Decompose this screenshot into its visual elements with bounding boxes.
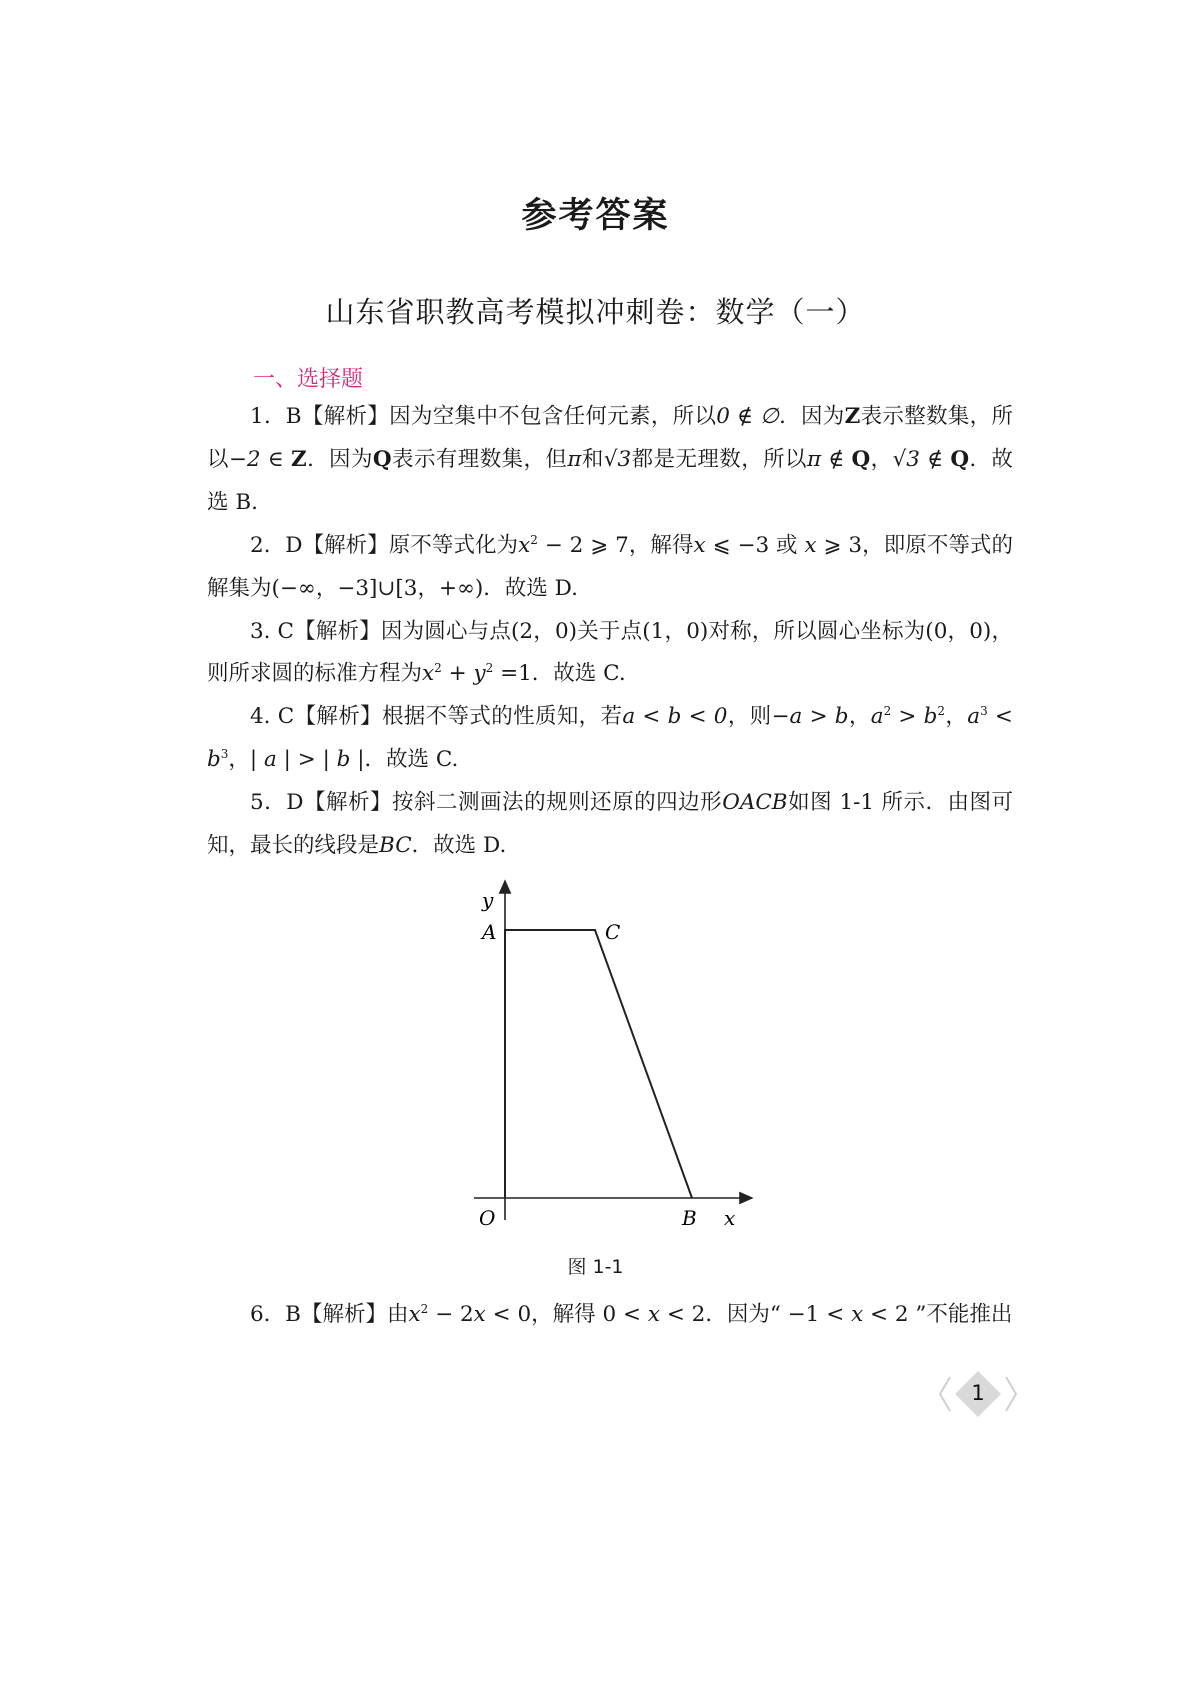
x-axis-label: x <box>724 1206 736 1230</box>
page-number: 1 <box>971 1381 985 1405</box>
point-o-label: O <box>479 1206 496 1230</box>
answer-2: 2．D【解析】原不等式化为$x^2 - 2$ ⩾ 7，解得x ⩽ −3 或 x ⩾ 3，即原不等式的解集为(−∞，−3]∪[3，+∞)．故选 D. <box>207 532 1013 601</box>
answer-3: 3. C【解析】因为圆心与点(2，0)关于点(1，0)对称，所以圆心坐标为(0，0)，则所求圆的标准方程为$x^2 + y^2 =1$．故选 C. <box>207 618 1013 687</box>
figure-1-1 <box>462 875 762 1235</box>
figure-caption: 图 1-1 <box>567 1256 624 1278</box>
paper-subtitle: 山东省职教高考模拟冲刺卷：数学（一） <box>325 295 866 329</box>
answer-body-continued <box>207 1294 1013 1336</box>
answer-body <box>207 396 1013 868</box>
answer-5: 5．D【解析】按斜二测画法的规则还原的四边形OACB如图 1-1 所示．由图可知，最长的线段是BC．故选 D. <box>207 790 1014 859</box>
page-number-badge <box>938 1369 1018 1419</box>
answer-4: 4. C【解析】根据不等式的性质知，若a < b < 0，则−a > b，$a^2 > b^2$，$a^3 < b^3$，| a | > | b |．故选 C. <box>207 704 1013 773</box>
point-b-label: B <box>682 1206 697 1230</box>
page-title: 参考答案 <box>521 195 670 236</box>
section-heading: 一、选择题 <box>253 367 364 392</box>
quadrilateral-oacb <box>505 930 692 1198</box>
answer-6: 6．B【解析】由$x^2 - 2x < 0$，解得 0 < x < 2．因为“ −1 < x < 2 ”不能推出 <box>250 1301 1013 1327</box>
point-a-label: A <box>482 920 497 944</box>
point-c-label: C <box>605 920 621 944</box>
y-axis-label: y <box>482 888 494 912</box>
answer-1: 1．B【解析】因为空集中不包含任何元素，所以0 ∉ ∅．因为Z表示整数集，所以−2 ∈ Z．因为Q表示有理数集，但π和√3都是无理数，所以π ∉ Q，√3 ∉ Q．故选 B. <box>207 404 1013 515</box>
